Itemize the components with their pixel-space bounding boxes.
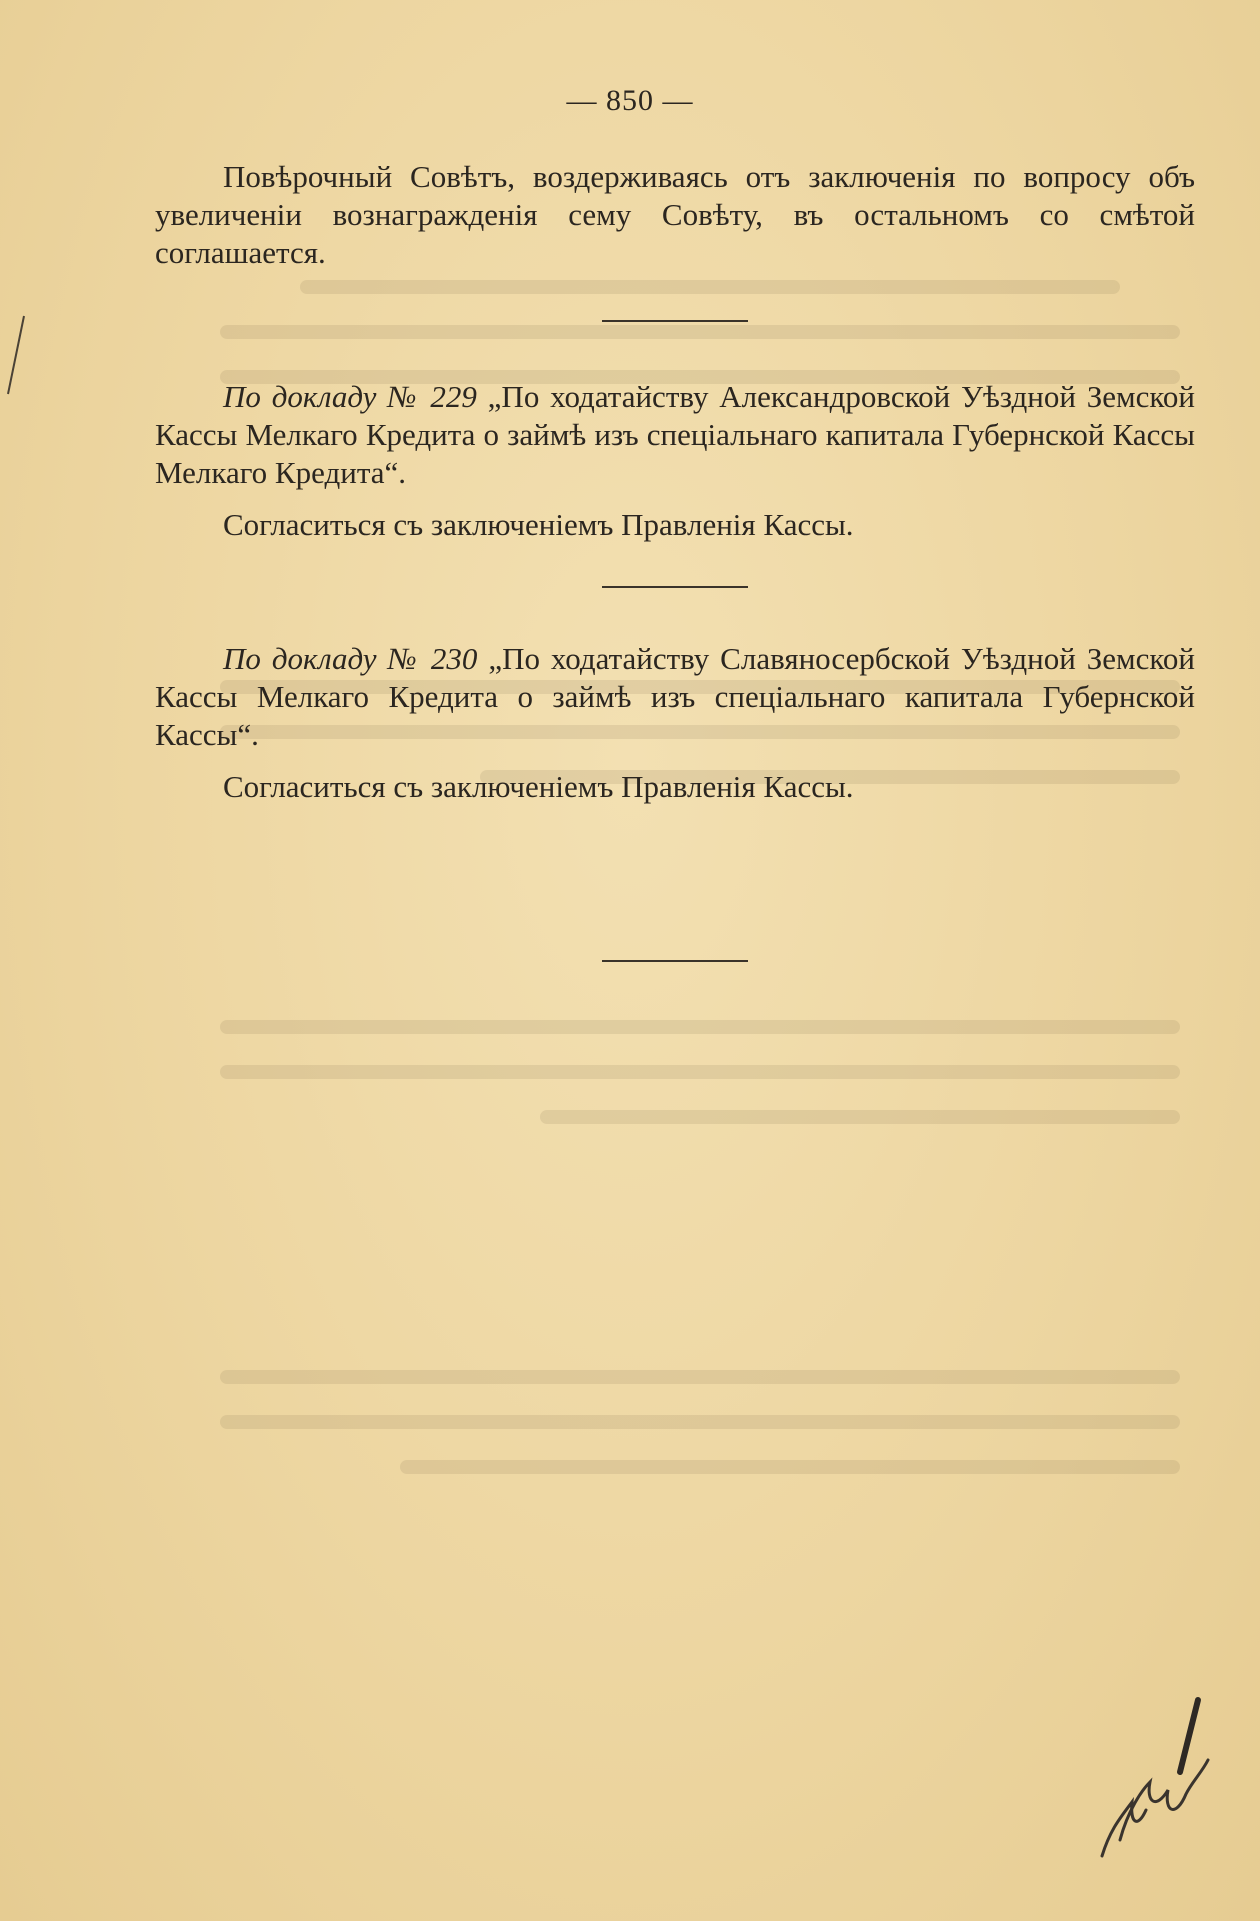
report-230-text xyxy=(155,640,1195,754)
handwritten-annotation xyxy=(1080,1690,1240,1870)
page-number: — 850 — xyxy=(566,84,694,117)
intro-paragraph: Повѣрочный Совѣтъ, воздерживаясь отъ заключенія по вопросу объ увеличеніи вознагражденія сему Совѣту, въ остальномъ со смѣтой соглашается. xyxy=(155,159,1195,270)
section-divider-2 xyxy=(602,586,748,588)
report-229-text xyxy=(155,378,1195,492)
report-229-resolution: Согласиться съ заключеніемъ Правленія Кассы. xyxy=(223,507,854,542)
report-230-body: „По ходатайству Славяносербской Уѣздной Земской Кассы Мелкаго Кредита о займѣ изъ спеціальнаго капитала Губернской Кассы“. xyxy=(155,641,1195,752)
section-divider-3 xyxy=(602,960,748,962)
report-229-body: „По ходатайству Александровской Уѣздной Земской Кассы Мелкаго Кредита о займѣ изъ спеціальнаго капитала Губернской Кассы Мелкаго Кредита“. xyxy=(155,379,1195,490)
intro-paragraph-block xyxy=(155,158,1195,272)
report-229-heading: По докладу № 229 xyxy=(223,379,477,414)
report-230-resolution: Согласиться съ заключеніемъ Правленія Кассы. xyxy=(223,769,854,804)
report-230-heading: По докладу № 230 xyxy=(223,641,478,676)
bleed-through-area xyxy=(150,120,1200,1720)
margin-mark xyxy=(0,310,40,400)
report-229-block xyxy=(155,378,1195,544)
section-divider-1 xyxy=(602,320,748,322)
report-230-block xyxy=(155,640,1195,806)
bleed-through-texture xyxy=(150,120,1200,1720)
